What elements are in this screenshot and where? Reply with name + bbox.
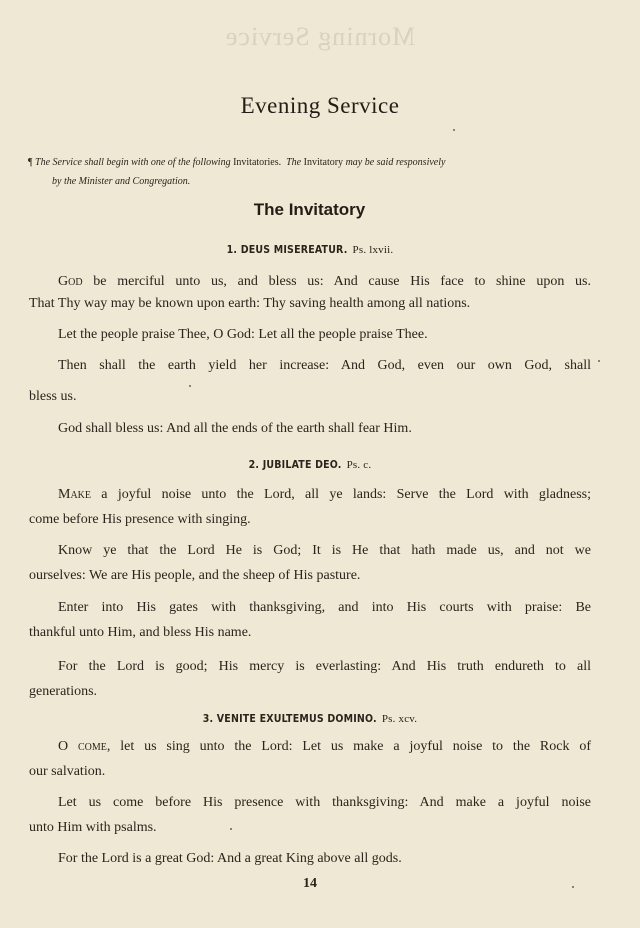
verse-line: Let us come before His presence with thanksgiving: And make a joyful noise <box>58 795 591 810</box>
verse <box>29 656 591 703</box>
verse <box>29 355 591 408</box>
verse <box>29 540 591 587</box>
rubric-italic-1: The Service shall begin with one of the following <box>35 157 231 168</box>
psalm-reference: Ps. lxvii. <box>352 244 394 256</box>
rubric-roman-2: Invitatory <box>303 157 344 168</box>
psalm-heading <box>0 713 620 725</box>
verse <box>29 597 591 644</box>
paper-speck <box>453 129 455 131</box>
verse <box>29 324 591 346</box>
verse <box>29 418 591 440</box>
verse-opening: Make <box>58 487 91 502</box>
verse-line: our salvation. <box>29 764 106 779</box>
verse <box>29 484 591 531</box>
psalm-heading-text: 2. JUBILATE DEO. <box>248 459 342 471</box>
verse-line: Enter into His gates with thanksgiving, and into His courts with praise: Be <box>58 600 591 615</box>
verse-line: God shall bless us: And all the ends of the earth shall fear Him. <box>58 421 412 436</box>
psalm-heading <box>0 459 620 471</box>
rubric-italic-2: The <box>286 157 302 168</box>
paper-speck <box>598 360 600 362</box>
verse <box>29 848 591 870</box>
psalm-reference: Ps. xcv. <box>381 713 418 725</box>
paper-speck <box>230 828 232 830</box>
bleed-through-heading: Morning Service <box>224 22 416 51</box>
pilcrow-mark: ¶ <box>28 157 33 168</box>
page-number: 14 <box>303 876 317 891</box>
rubric-roman-1: Invitatories. <box>233 157 282 168</box>
verse-line: For the Lord is a great God: And a great King above all gods. <box>58 851 402 866</box>
verse <box>29 736 591 783</box>
verse-line: For the Lord is good; His mercy is everlasting: And His truth endureth to all <box>58 659 591 674</box>
rubric <box>28 153 594 191</box>
psalm-heading <box>0 244 620 256</box>
verse-line: unto Him with psalms. <box>29 820 157 835</box>
verse-opening: O come, <box>58 739 111 754</box>
verse-line: That Thy way may be known upon earth: Thy saving health among all nations. <box>29 296 471 311</box>
verse-line: generations. <box>29 684 98 699</box>
verse-line: come before His presence with singing. <box>29 512 251 527</box>
rubric-italic-3: may be said responsively <box>345 157 446 168</box>
verse <box>29 271 591 315</box>
verse-opening: God <box>58 274 83 289</box>
verse-line: Let the people praise Thee, O God: Let all the people praise Thee. <box>58 327 428 342</box>
verse-line: Then shall the earth yield her increase: And God, even our own God, shall <box>58 358 591 373</box>
page-title: Evening Service <box>240 93 400 118</box>
verse-line: bless us. <box>29 389 77 404</box>
section-title: The Invitatory <box>253 200 366 219</box>
verse-line: let us sing unto the Lord: Let us make a joyful noise to the Rock of <box>110 739 591 754</box>
verse-line: a joyful noise unto the Lord, all ye lands: Serve the Lord with gladness; <box>91 487 591 502</box>
rubric-italic-4: by the Minister and Congregation. <box>52 176 191 187</box>
paper-speck <box>572 886 574 888</box>
verse-line: Know ye that the Lord He is God; It is He that hath made us, and not we <box>58 543 591 558</box>
psalm-heading-text: 1. DEUS MISEREATUR. <box>226 244 348 256</box>
psalm-heading-text: 3. VENITE EXULTEMUS DOMINO. <box>202 713 377 725</box>
verse-line: thankful unto Him, and bless His name. <box>29 625 252 640</box>
verse <box>29 792 591 839</box>
paper-speck <box>189 385 191 387</box>
verse-line: ourselves: We are His people, and the sheep of His pasture. <box>29 568 361 583</box>
psalm-reference: Ps. c. <box>346 459 372 471</box>
verse-line: be merciful unto us, and bless us: And cause His face to shine upon us. <box>82 274 591 289</box>
